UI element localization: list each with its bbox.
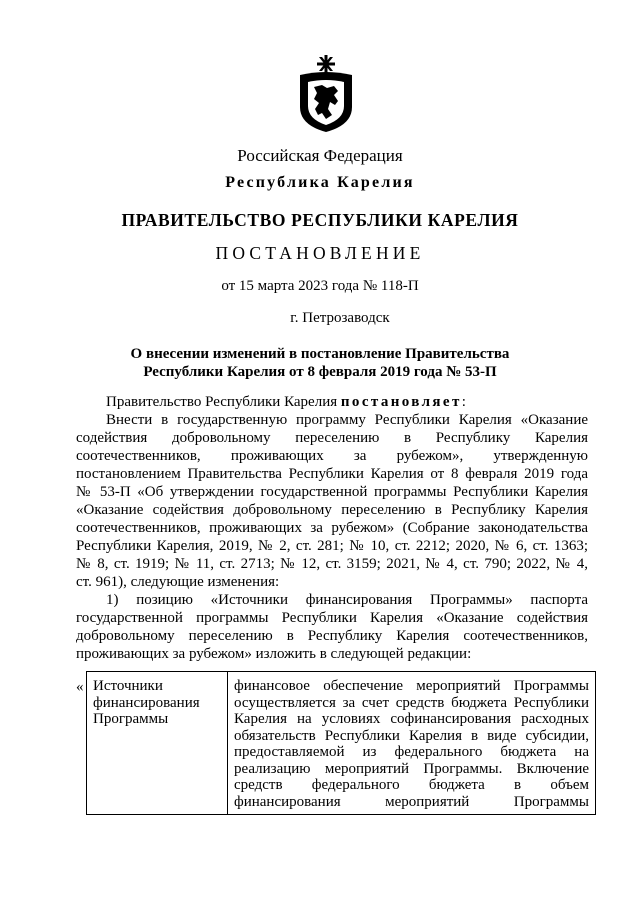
paragraph-line: 1) позицию «Источники финансирования Программы» паспорта — [106, 592, 588, 608]
program-passport-table — [86, 671, 596, 815]
paragraph-line: «Оказание содействия добровольному переселению в Республику Карелия — [76, 502, 588, 518]
federation-title: Российская Федерация — [237, 146, 403, 165]
document-date: от 15 марта 2023 года № 118-П — [221, 278, 419, 294]
content-line: финансовое обеспечение мероприятий Программы — [234, 678, 589, 694]
document-subject — [0, 345, 640, 381]
paragraph-line: № 8, ст. 1919; № 11, ст. 2713; № 12, ст. 3159; 2021, № 4, ст. 790; 2022, № 4, — [76, 556, 588, 572]
table-label-cell: Источники финансирования Программы — [87, 672, 228, 815]
table-row — [87, 672, 596, 815]
decree-intro: Правительство Республики Карелия — [106, 394, 338, 410]
paragraph-line: постановлением Правительства Республики Карелия от 8 февраля 2019 года — [76, 466, 588, 482]
content-line: предоставляемой из федерального бюджета на — [234, 744, 589, 760]
karelia-emblem-icon — [298, 55, 354, 133]
paragraph-line: соотечественников, проживающих за рубежом» (Собрание законодательства — [76, 520, 588, 536]
paragraph-line: соотечественников, проживающих за рубежом», утвержденную — [76, 448, 588, 464]
republic-title: Республика Карелия — [225, 174, 415, 191]
paragraph-line: № 53-П «Об утверждении государственной программы Республики Карелия — [76, 484, 588, 500]
decree-word: постановляет — [340, 394, 462, 410]
content-line: Карелия на условиях софинансирования расходных — [234, 711, 589, 727]
content-line: обязательств Республики Карелия в виде субсидии, — [234, 727, 589, 744]
content-line: осуществляется за счет средств бюджета Республики — [234, 694, 589, 711]
content-line: средств федерального бюджета в объем — [234, 777, 589, 793]
document-type: ПОСТАНОВЛЕНИЕ — [215, 243, 425, 263]
subject-line: О внесении изменений в постановление Правительства — [130, 346, 510, 362]
document-city: г. Петрозаводск — [290, 310, 390, 326]
table-content-cell — [228, 672, 596, 815]
paragraph-line: ст. 961), следующие изменения: — [76, 574, 280, 590]
paragraph-line: Республики Карелия, 2019, № 2, ст. 281; № 10, ст. 2212; 2020, № 6, ст. 1363; — [76, 538, 588, 554]
decree-end: : — [461, 394, 466, 410]
paragraph-line: Внести в государственную программу Республики Карелия «Оказание — [106, 412, 588, 428]
paragraph-line: государственной программы Республики Карелия «Оказание содействия — [76, 610, 588, 626]
content-line: финансирования мероприятий Программы — [234, 793, 589, 810]
opening-quote: « — [76, 679, 84, 695]
government-title: ПРАВИТЕЛЬСТВО РЕСПУБЛИКИ КАРЕЛИЯ — [121, 210, 519, 230]
paragraph-line: проживающих за рубежом» изложить в следующей редакции: — [76, 646, 472, 662]
paragraph-line: добровольному переселению в Республику Карелия соотечественников, — [76, 628, 588, 644]
content-line: реализацию мероприятий Программы. Включение — [234, 760, 589, 777]
subject-line: Республики Карелия от 8 февраля 2019 года № 53-П — [143, 364, 497, 380]
paragraph-line: содействия добровольному переселению в Республику Карелия — [76, 430, 588, 446]
document-body — [76, 393, 588, 663]
decree-line — [76, 393, 588, 411]
